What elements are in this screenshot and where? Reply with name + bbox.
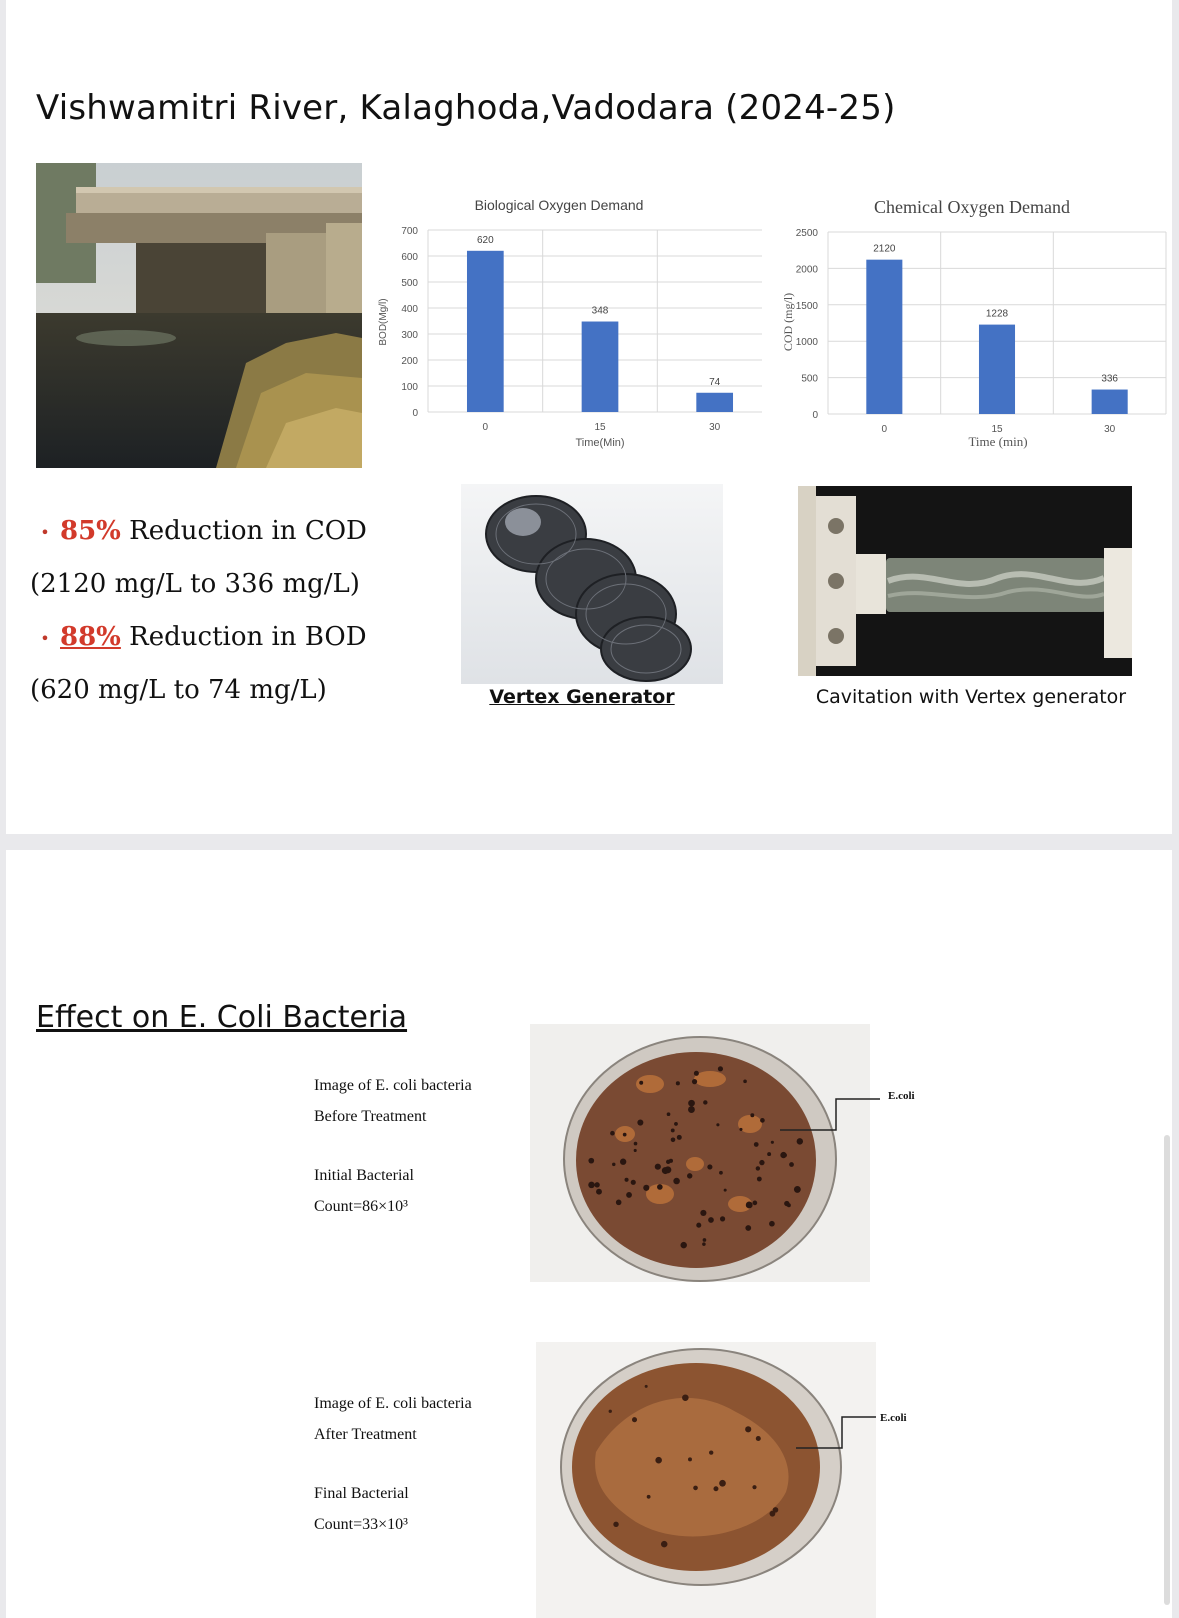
colony-dot [588,1158,594,1164]
ecoli-label-before: E.coli [888,1090,915,1102]
colony-dot [745,1426,751,1432]
colony-dot [620,1159,626,1165]
results-summary [30,505,367,717]
cod-y-tick: 2000 [795,264,818,276]
colony-dot [703,1100,707,1104]
bod-data-label: 348 [591,305,609,317]
colony-dot [625,1178,629,1182]
colony-dot [718,1066,723,1071]
colony-dot [682,1394,689,1401]
bod-data-label: 620 [476,234,494,246]
initial-count-value: Count=86×10³ [314,1198,408,1215]
cod-percent: 85% [60,516,121,546]
bod-y-tick: 200 [401,356,418,367]
colony-dot [771,1141,774,1144]
colony-dot [760,1118,765,1123]
colony-dot [609,1410,612,1413]
colony-dot [702,1242,706,1246]
colony-dot [588,1182,595,1189]
colony-dot [631,1180,636,1185]
vortex-generator-caption: Vertex Generator [489,686,675,708]
bod-x-tick: 30 [709,422,721,433]
colony-dot [753,1201,758,1206]
after-line2: After Treatment [314,1426,417,1443]
bod-x-tick: 0 [482,422,489,433]
colony-dot [773,1507,779,1513]
colony-dot [707,1164,712,1169]
colony-dot [759,1160,764,1165]
after-line1: Image of E. coli bacteria [314,1395,472,1412]
cod-y-ticks [796,228,819,421]
colony-dot [643,1185,649,1191]
colony-dot [671,1137,676,1142]
colony-dot [687,1173,692,1178]
colony-dot [789,1162,794,1167]
colony-dot [632,1417,637,1422]
bod-y-tick: 100 [401,382,418,393]
bod-y-tick: 300 [401,330,418,341]
colony-dot [708,1217,714,1223]
cod-bar [866,260,902,414]
cod-data-label: 336 [1101,373,1119,385]
colony-dot [688,1100,695,1107]
bod-bullet [30,611,367,664]
colony-dot [797,1138,803,1144]
cavitation-caption: Cavitation with Vertex generator [815,686,1127,708]
bod-bar-chart [372,190,762,460]
bullet-dot-icon: • [40,628,50,648]
colony-dot [594,1182,599,1187]
bod-y-tick: 400 [401,304,418,315]
cod-chart-title: Chemical Oxygen Demand [874,197,1070,217]
colony-dot [720,1216,725,1221]
colony-dot [719,1171,723,1175]
colony-dot [634,1142,638,1146]
bod-bar [467,251,504,412]
bod-bars [467,235,733,412]
colony-dot [612,1163,615,1166]
after-treatment-text [314,1388,472,1540]
before-line1: Image of E. coli bacteria [314,1077,472,1094]
cod-y-tick: 500 [801,373,818,385]
river-bridge-photo [36,163,362,468]
cod-y-tick: 1000 [795,337,818,349]
cod-reduction-text: Reduction in COD [120,516,367,546]
cod-y-tick: 0 [812,410,818,421]
bod-percent: 88% [60,622,121,652]
colony-dot [688,1457,692,1461]
colony-dot [613,1522,618,1527]
colony-dot [745,1225,751,1231]
ecoli-label-after: E.coli [880,1412,907,1424]
before-line2: Before Treatment [314,1108,427,1125]
colony-dot [756,1436,761,1441]
colony-dot [787,1203,791,1207]
cod-y-axis-label: COD (mg/l) [781,292,795,352]
colony-dot [716,1123,719,1126]
bullet-dot-icon: • [40,522,50,542]
bod-y-axis-label: BOD(Mg/l) [378,298,389,346]
colony-dot [655,1164,661,1170]
final-count-label: Final Bacterial [314,1485,409,1502]
bod-x-ticks [483,422,721,433]
colony-dot [671,1128,675,1132]
cod-x-tick: 0 [881,424,888,435]
colony-dot [610,1131,615,1136]
colony-dot [647,1495,651,1499]
colony-dot [634,1149,637,1152]
bod-y-tick: 500 [401,278,418,289]
bod-y-ticks [401,226,418,419]
bod-chart-title: Biological Oxygen Demand [474,197,644,213]
slide-river-results [6,0,1172,834]
colony-dot [719,1480,726,1487]
cod-x-tick: 15 [991,424,1003,435]
cod-bar [1092,390,1128,414]
colony-dot [596,1189,602,1195]
final-count-value: Count=33×10³ [314,1516,408,1533]
cod-bars [866,244,1127,414]
bod-y-tick: 700 [401,226,418,237]
colony-dot [692,1079,697,1084]
colony-dot [750,1113,754,1117]
bod-x-tick: 15 [594,422,606,433]
colony-dot [783,1153,787,1157]
bod-data-label: 74 [709,376,721,388]
cod-x-tick: 30 [1104,424,1116,435]
bod-x-axis-label: Time(Min) [575,437,625,449]
bod-range: (620 mg/L to 74 mg/L) [30,675,327,705]
cod-y-tick: 1500 [795,300,818,312]
colony-dot [739,1128,742,1131]
colony-dot [666,1160,670,1164]
colony-dot [688,1106,695,1113]
initial-count-label: Initial Bacterial [314,1167,414,1184]
colony-dot [667,1112,671,1116]
colony-dot [757,1177,762,1182]
slide-ecoli [6,850,1172,1618]
colony-dot [639,1081,643,1085]
colony-dot [769,1221,775,1227]
colony-dot [661,1541,667,1547]
colony-dot [767,1152,771,1156]
colony-dot [743,1080,747,1084]
colony-dot [674,1122,678,1126]
colony-dot [616,1200,622,1206]
cod-bar-chart [776,190,1172,460]
colony-dot [746,1202,753,1209]
colony-dot [694,1071,699,1076]
colony-dot [664,1166,671,1173]
slide-title-ecoli: Effect on E. Coli Bacteria [36,1000,408,1035]
colony-dot [752,1485,756,1489]
colony-dot [693,1486,698,1491]
vortex-generator-image [461,484,723,684]
bod-y-tick: 0 [412,408,418,419]
colony-dot [700,1210,706,1216]
cod-range: (2120 mg/L to 336 mg/L) [30,569,360,599]
colony-dot [713,1486,718,1491]
cavitation-image [798,486,1132,676]
cod-y-tick: 2500 [795,228,818,239]
colony-dot [673,1178,680,1185]
petri-dish-after [536,1342,876,1618]
colony-dot [637,1120,643,1126]
bod-y-tick: 600 [401,252,418,263]
bod-reduction-text: Reduction in BOD [120,622,367,652]
bod-bar [582,322,619,412]
colony-dot [696,1223,701,1228]
colony-dot [680,1242,686,1248]
cod-x-axis-label: Time (min) [968,434,1028,449]
cod-data-label: 2120 [873,243,896,255]
colony-dot [645,1385,648,1388]
colony-dot [677,1135,682,1140]
cod-bar [979,325,1015,414]
before-treatment-text [314,1070,472,1222]
colony-dot [655,1457,662,1464]
colony-dot [709,1450,713,1454]
colony-dot [724,1189,727,1192]
colony-dot [676,1081,680,1085]
colony-dot [794,1186,801,1193]
scrollbar[interactable] [1164,1135,1170,1605]
cod-data-label: 1228 [985,308,1009,320]
petri-dish-before [530,1024,880,1284]
cod-bullet [30,505,367,558]
bod-bar [696,393,733,412]
colony-dot [754,1142,759,1147]
colony-dot [657,1184,663,1190]
slide-title: Vishwamitri River, Kalaghoda,Vadodara (2024-25) [36,88,896,128]
colony-dot [626,1192,632,1198]
colony-dot [703,1238,707,1242]
colony-dot [623,1133,627,1137]
colony-dot [756,1166,760,1170]
